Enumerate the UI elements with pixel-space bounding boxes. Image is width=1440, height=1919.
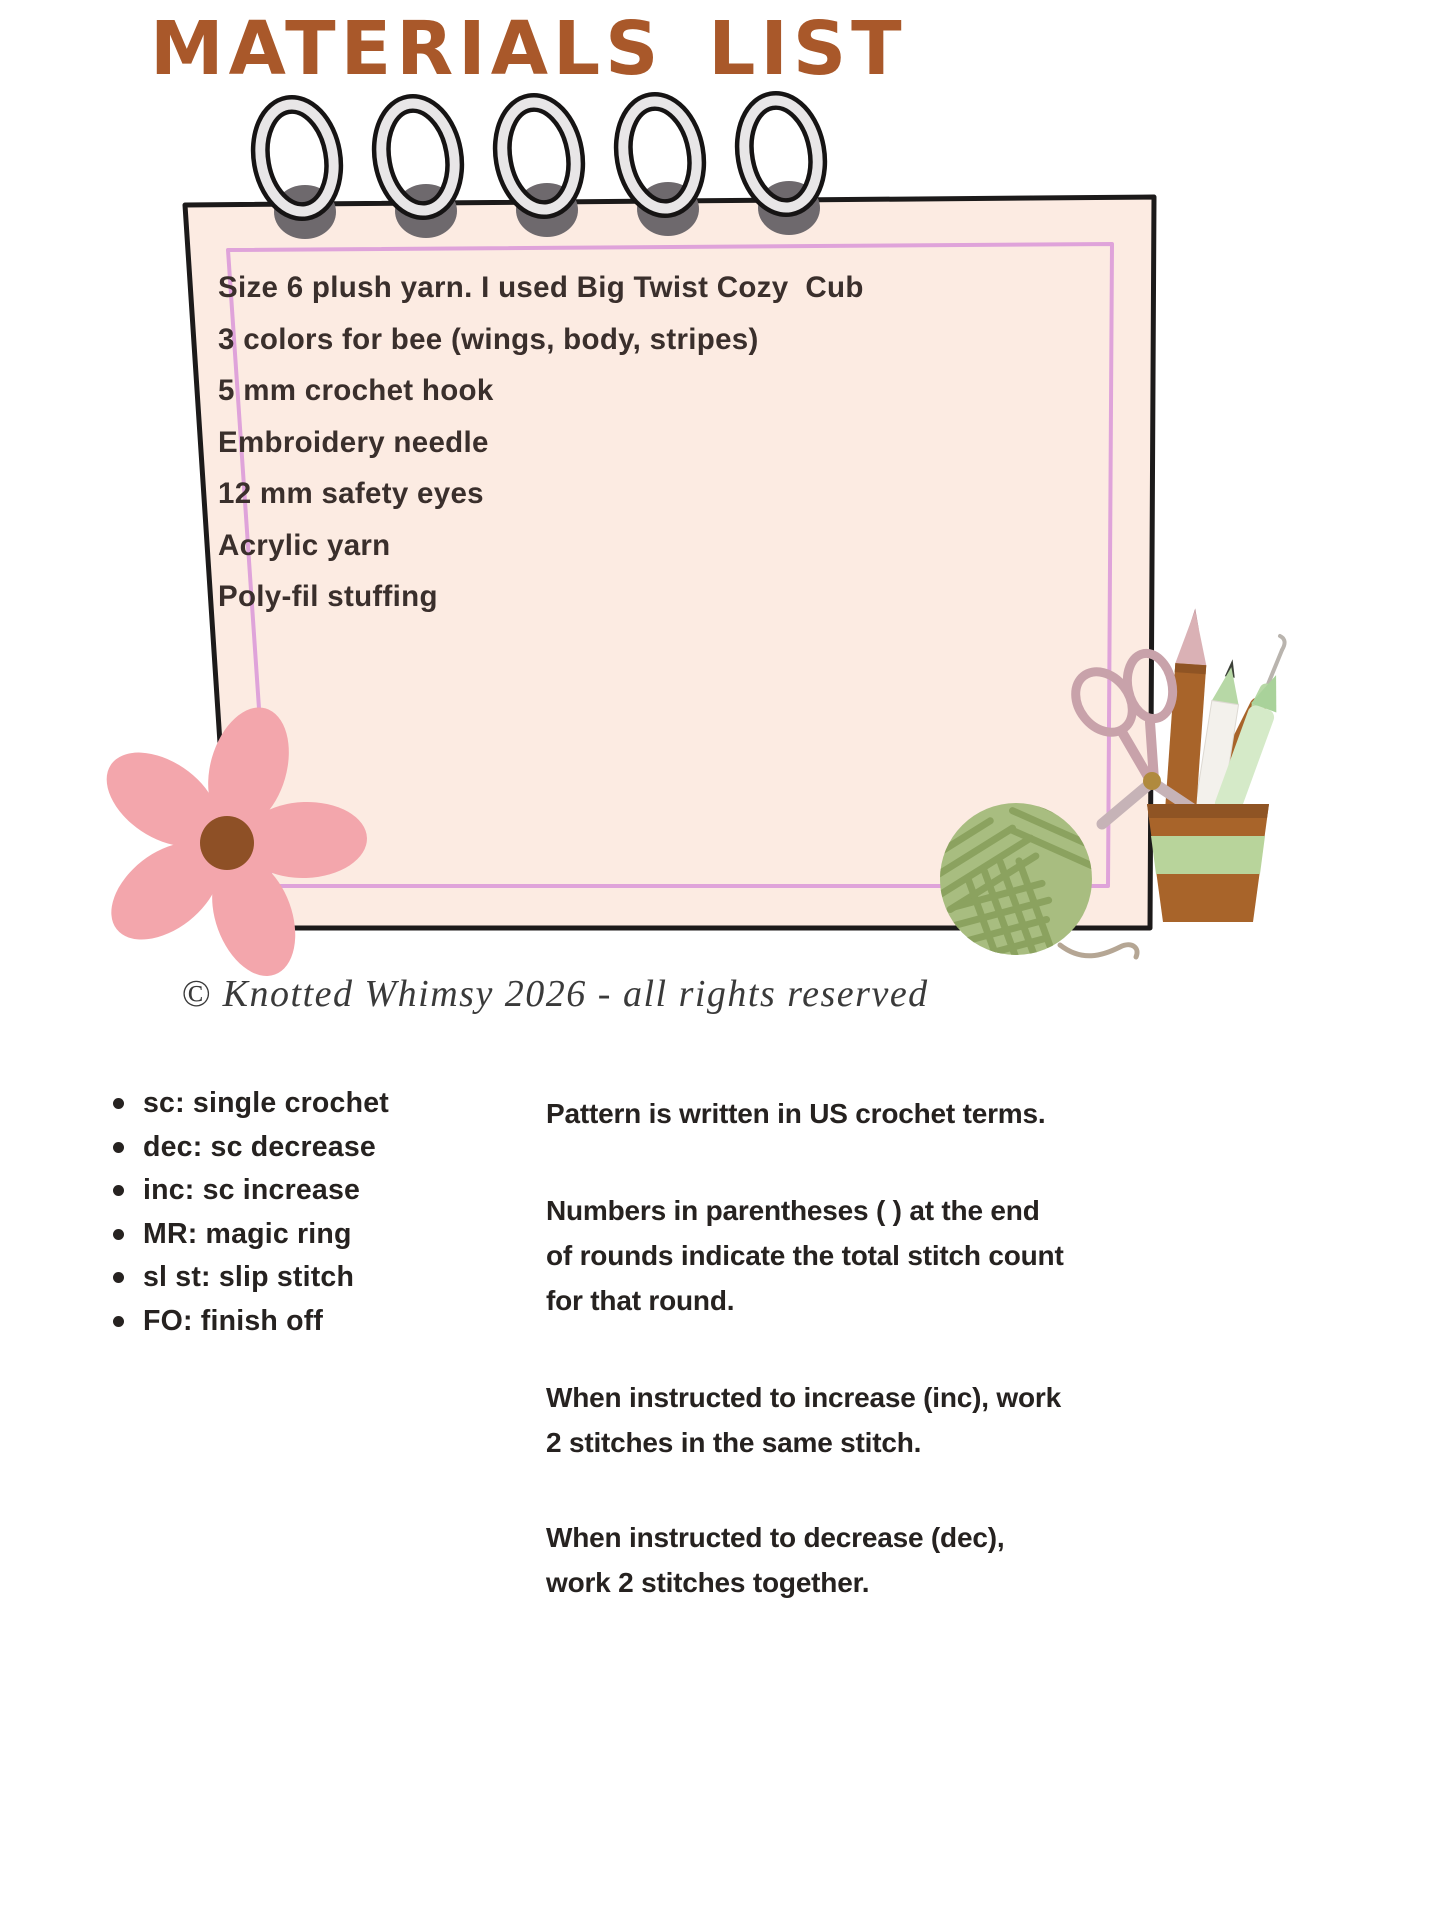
material-item: Poly-fil stuffing: [218, 580, 438, 613]
material-item: 3 colors for bee (wings, body, stripes): [218, 322, 759, 356]
material-item: 12 mm safety eyes: [218, 477, 484, 510]
abbreviations-list: [110, 1082, 389, 1344]
note-paragraph: When instructed to increase (inc), work 2 stitches in the same stitch.: [546, 1382, 1061, 1458]
abbreviation-item: sl st: slip stitch: [110, 1256, 389, 1300]
note-paragraph: Numbers in parentheses ( ) at the end of rounds indicate the total stitch count for that round.: [546, 1195, 1064, 1316]
abbreviation-item: FO: finish off: [110, 1300, 389, 1344]
material-item: Size 6 plush yarn. I used Big Twist Cozy Cub: [218, 271, 864, 304]
abbreviation-item: dec: sc decrease: [110, 1126, 389, 1170]
note-paragraph: Pattern is written in US crochet terms.: [546, 1098, 1046, 1129]
copyright-notice: © Knotted Whimsy 2026 - all rights reserved: [181, 973, 929, 1015]
material-item: Acrylic yarn: [218, 528, 391, 562]
abbreviation-item: sc: single crochet: [110, 1082, 389, 1126]
abbreviation-item: MR: magic ring: [110, 1213, 389, 1257]
note-paragraph: When instructed to decrease (dec), work 2 stitches together.: [546, 1522, 1005, 1598]
materials-list: [218, 262, 864, 623]
material-item: 5 mm crochet hook: [218, 374, 494, 407]
page-title: MATERIALS LIST: [150, 6, 907, 92]
abbreviation-item: inc: sc increase: [110, 1169, 389, 1213]
pot-icon: [1147, 804, 1269, 922]
material-item: Embroidery needle: [218, 425, 489, 459]
